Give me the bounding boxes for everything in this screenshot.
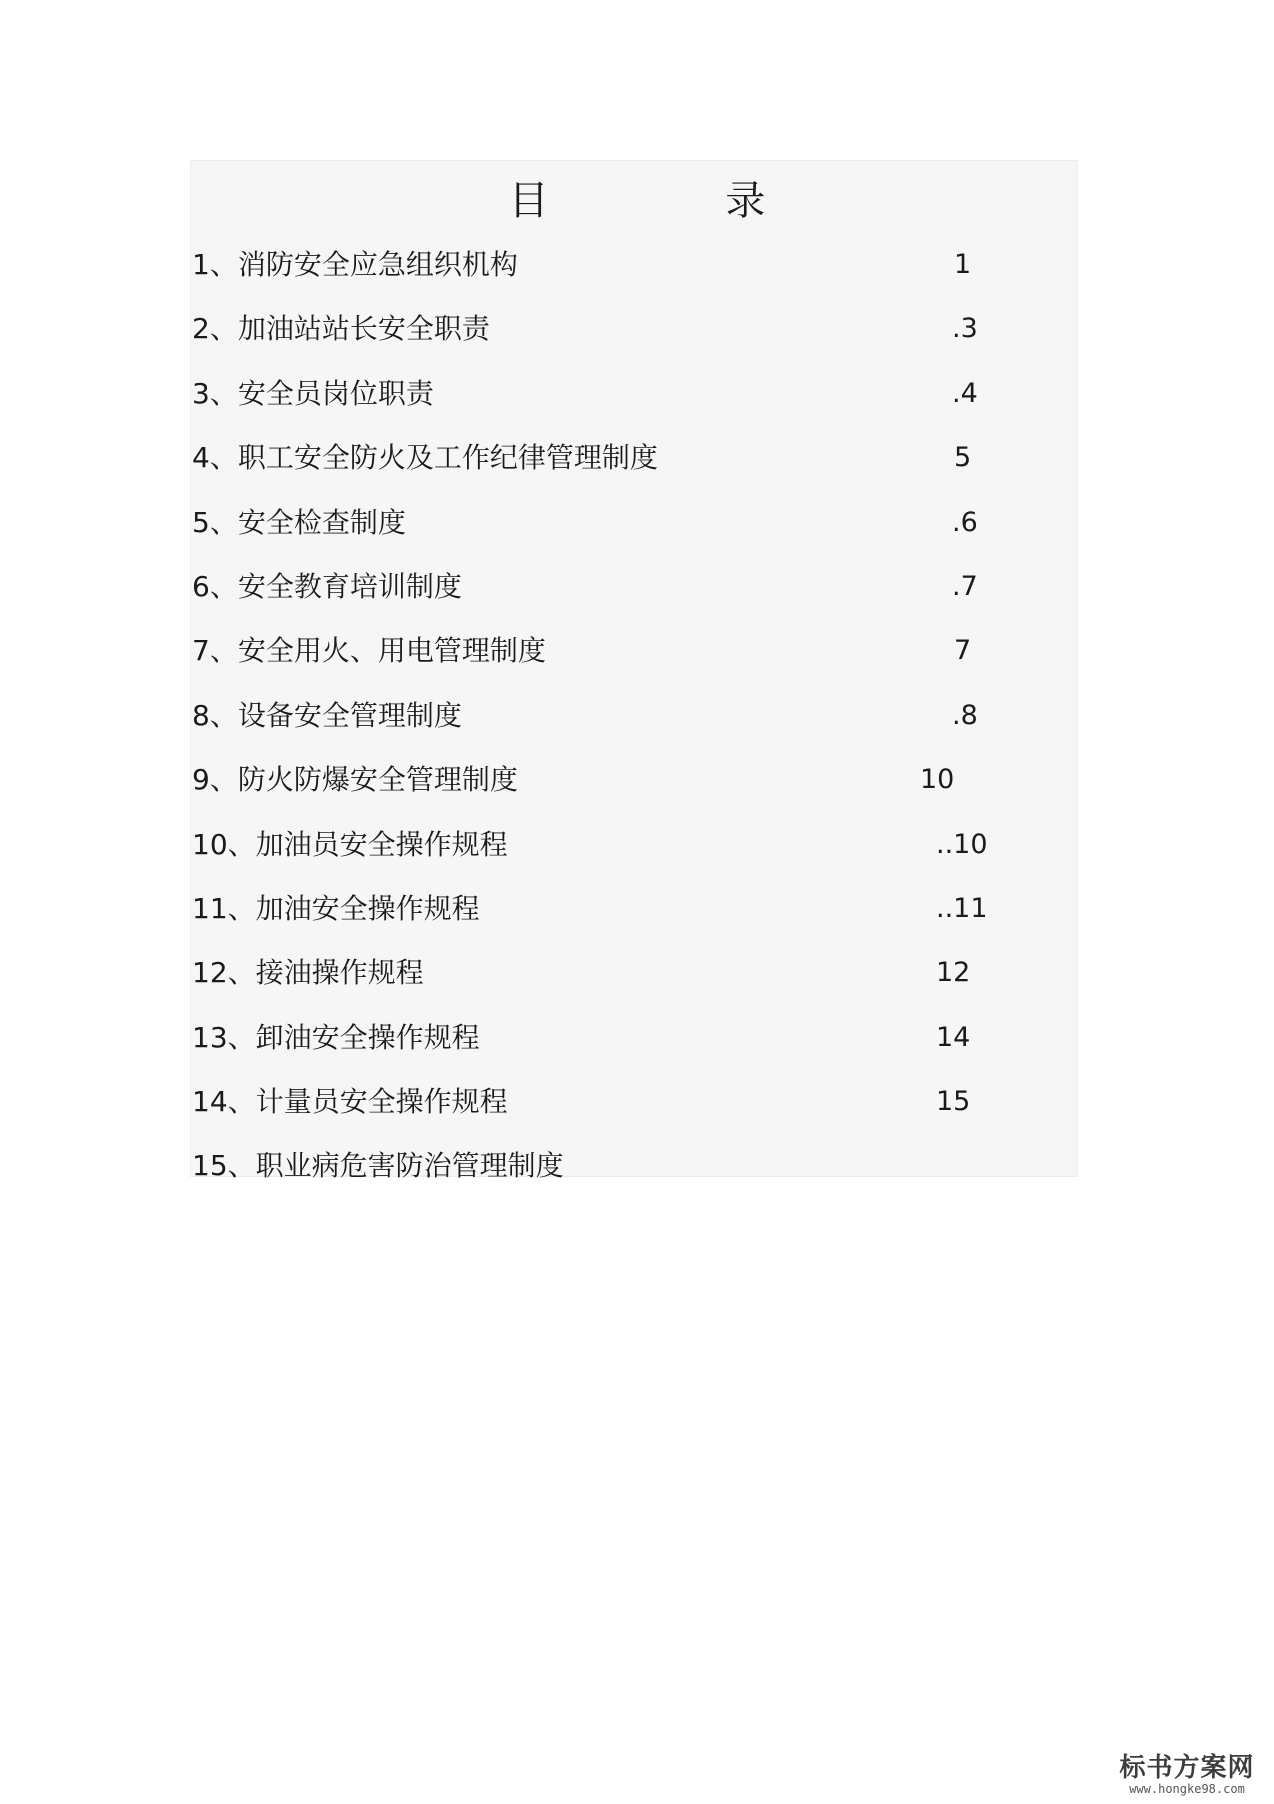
- toc-entry-page: 14: [936, 1021, 971, 1053]
- toc-list: [192, 236, 1052, 1202]
- toc-entry-label: 2、加油站站长安全职责: [192, 312, 490, 346]
- toc-entry[interactable]: [192, 1073, 1052, 1137]
- toc-entry[interactable]: [192, 1009, 1052, 1073]
- watermark-url: www.hongke98.com: [1129, 1782, 1245, 1796]
- toc-entry[interactable]: [192, 494, 1052, 558]
- toc-entry-label: 7、安全用火、用电管理制度: [192, 634, 546, 668]
- toc-entry[interactable]: [192, 365, 1052, 429]
- toc-entry[interactable]: [192, 622, 1052, 686]
- toc-entry[interactable]: [192, 687, 1052, 751]
- toc-entry[interactable]: [192, 880, 1052, 944]
- toc-entry-label: 12、接油操作规程: [192, 956, 424, 990]
- toc-entry-label: 1、消防安全应急组织机构: [192, 248, 518, 281]
- toc-entry-page: 12: [936, 957, 971, 989]
- toc-entry[interactable]: [192, 300, 1052, 364]
- toc-entry-page: .8: [952, 699, 978, 731]
- toc-entry-page: 15: [936, 1086, 971, 1118]
- toc-entry-page: ..10: [936, 828, 988, 860]
- toc-entry-label: 13、卸油安全操作规程: [192, 1020, 480, 1054]
- toc-entry-page: 7: [954, 635, 972, 667]
- toc-entry-page: .7: [952, 570, 978, 602]
- toc-entry-label: 5、安全检查制度: [192, 505, 406, 539]
- toc-entry-label: 9、防火防爆安全管理制度: [192, 763, 518, 797]
- watermark-name: 标书方案网: [1119, 1753, 1255, 1783]
- toc-entry-label: 4、职工安全防火及工作纪律管理制度: [192, 441, 658, 475]
- toc-entry[interactable]: [192, 944, 1052, 1008]
- toc-entry[interactable]: [192, 429, 1052, 493]
- toc-entry[interactable]: [192, 236, 1052, 300]
- toc-entry[interactable]: [192, 1137, 1052, 1201]
- toc-entry-label: 15、职业病危害防治管理制度: [192, 1149, 564, 1183]
- toc-entry-label: 14、计量员安全操作规程: [192, 1085, 508, 1119]
- toc-entry-page: ..11: [936, 892, 988, 924]
- toc-entry-label: 10、加油员安全操作规程: [192, 827, 508, 861]
- toc-entry-page: .4: [952, 377, 978, 409]
- toc-title: 目 录: [508, 178, 848, 224]
- toc-entry-page: 5: [954, 442, 972, 474]
- toc-entry[interactable]: [192, 751, 1052, 815]
- toc-entry[interactable]: [192, 816, 1052, 880]
- toc-entry-label: 11、加油安全操作规程: [192, 891, 480, 925]
- toc-entry-label: 6、安全教育培训制度: [192, 569, 462, 603]
- toc-entry-page: .3: [952, 313, 978, 345]
- toc-entry-page: 10: [920, 764, 955, 796]
- toc-entry[interactable]: [192, 558, 1052, 622]
- toc-entry-page: .6: [952, 506, 978, 538]
- toc-entry-label: 8、设备安全管理制度: [192, 698, 462, 732]
- watermark: [1112, 1754, 1262, 1796]
- toc-entry-page: 1: [954, 249, 972, 280]
- toc-entry-label: 3、安全员岗位职责: [192, 376, 434, 410]
